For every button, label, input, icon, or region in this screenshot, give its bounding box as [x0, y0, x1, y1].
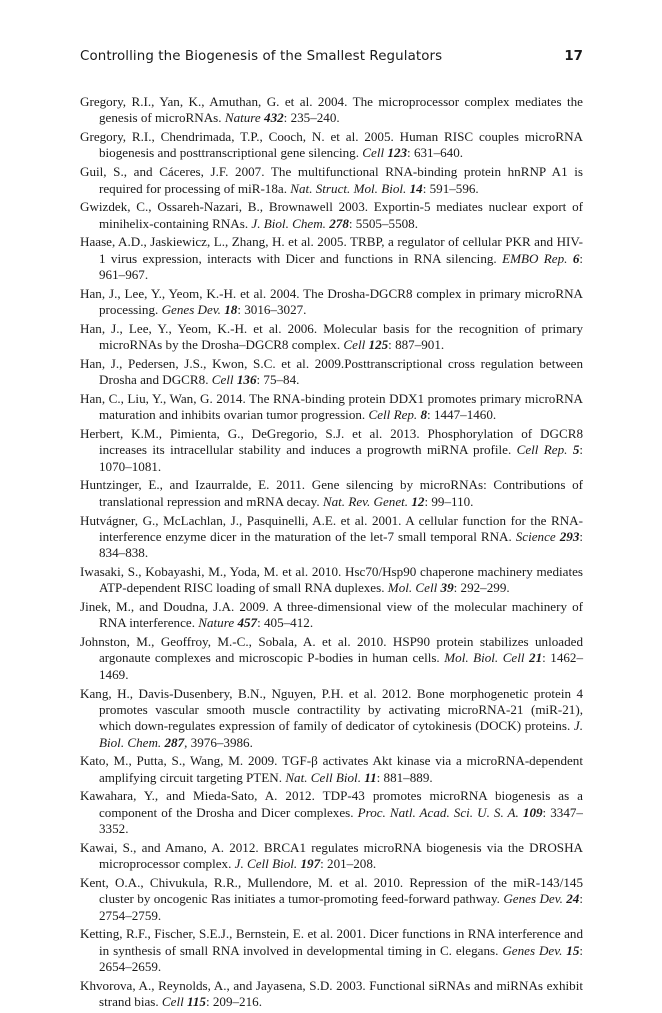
reference-citation-text: Iwasaki, S., Kobayashi, M., Yoda, M. et al. 2010. Hsc70/Hsp90 chaperone machinery mediates ATP-dependent RISC loading of small RNA duplexes.: [80, 563, 583, 596]
running-title: Controlling the Biogenesis of the Smallest Regulators: [80, 49, 443, 64]
reference-volume: 12: [411, 493, 425, 509]
reference-pages: : 834–838.: [99, 528, 583, 561]
reference-pages: : 631–640.: [407, 145, 464, 161]
reference-pages: : 3016–3027.: [237, 302, 307, 318]
reference-citation-text: Haase, A.D., Jaskiewicz, L., Zhang, H. et al. 2005. TRBP, a regulator of cellular PKR and HIV-1 virus expression, interacts with Dicer and functions in RNA silencing.: [80, 234, 583, 266]
reference-volume: 8: [420, 407, 428, 423]
reference-pages: , 3976–3986.: [184, 734, 253, 750]
reference-journal: J. Cell Biol.: [234, 856, 298, 872]
reference-entry: [80, 788, 583, 837]
reference-pages: : 2654–2659.: [99, 942, 583, 974]
reference-citation-text: Huntzinger, E., and Izaurralde, E. 2011. Gene silencing by microRNAs: Contributions of translational repression and mRNA decay.: [80, 477, 583, 509]
reference-entry: [80, 926, 583, 975]
reference-citation-text: Kato, M., Putta, S., Wang, M. 2009. TGF-β activates Akt kinase via a microRNA-dependent amplifying circuit targeting PTEN.: [80, 753, 583, 785]
reference-citation-text: Han, C., Liu, Y., Wan, G. 2014. The RNA-binding protein DDX1 promotes primary microRNA maturation and inhibits ovarian tumor progression.: [80, 390, 583, 423]
reference-volume: 5: [572, 442, 580, 458]
reference-volume: 293: [559, 528, 580, 544]
reference-pages: : 75–84.: [256, 372, 300, 388]
reference-volume: 197: [300, 856, 321, 872]
reference-volume: 136: [236, 372, 257, 388]
reference-citation-text: Khvorova, A., Reynolds, A., and Jayasena, S.D. 2003. Functional siRNAs and miRNAs exhibit strand bias.: [80, 977, 583, 1010]
reference-citation-text: Han, J., Lee, Y., Yeom, K.-H. et al. 2006. Molecular basis for the recognition of primary microRNAs by the Drosha–DGCR8 complex.: [80, 320, 583, 353]
reference-journal: Cell: [211, 372, 234, 388]
page-number: 17: [564, 49, 583, 64]
reference-journal: Nature: [224, 110, 261, 126]
reference-volume: 432: [264, 110, 284, 126]
reference-pages: : 961–967.: [99, 250, 583, 282]
reference-citation-text: Kawai, S., and Amano, A. 2012. BRCA1 regulates microRNA biogenesis via the DROSHA microprocessor complex.: [80, 839, 583, 872]
reference-journal: Nature: [198, 615, 235, 631]
reference-pages: : 881–889.: [376, 769, 433, 785]
reference-entry: [80, 199, 583, 232]
reference-pages: : 887–901.: [388, 337, 445, 353]
reference-journal: Cell: [343, 337, 366, 353]
reference-list: [80, 94, 583, 1013]
reference-pages: : 2754–2759.: [99, 891, 583, 923]
reference-citation-text: Han, J., Lee, Y., Yeom, K.-H. et al. 2004. The Drosha-DGCR8 complex in primary microRNA processing.: [80, 285, 583, 318]
reference-entry: [80, 753, 583, 786]
reference-journal: Proc. Natl. Acad. Sci. U. S. A.: [357, 804, 519, 820]
reference-entry: [80, 426, 583, 475]
reference-citation-text: Guil, S., and Cáceres, J.F. 2007. The multifunctional RNA-binding protein hnRNP A1 is required for processing of miR-18a.: [80, 164, 583, 196]
reference-pages: : 292–299.: [453, 580, 510, 596]
reference-citation-text: Kent, O.A., Chivukula, R.R., Mullendore, M. et al. 2010. Repression of the miR-143/145 cluster by oncogenic Ras initiates a tumor-promoting feed-forward pathway.: [80, 874, 583, 907]
reference-journal: Mol. Cell: [387, 580, 438, 596]
reference-journal: Genes Dev.: [503, 891, 563, 907]
reference-citation-text: Ketting, R.F., Fischer, S.E.J., Bernstein, E. et al. 2001. Dicer functions in RNA interference and in synthesis of small RNA involved in developmental timing in C. elegans.: [80, 926, 583, 958]
reference-entry: [80, 978, 583, 1011]
reference-journal: Genes Dev.: [161, 302, 221, 318]
reference-entry: [80, 477, 583, 510]
reference-entry: [80, 599, 583, 632]
reference-volume: 115: [187, 994, 206, 1010]
reference-citation-text: Han, J., Pedersen, J.S., Kwon, S.C. et al. 2009.Posttranscriptional cross regulation between Drosha and DGCR8.: [80, 355, 583, 388]
reference-pages: : 1462–1469.: [99, 650, 584, 682]
reference-entry: [80, 634, 583, 683]
reference-entry: [80, 321, 583, 354]
reference-journal: Cell Rep.: [368, 407, 418, 423]
reference-pages: : 99–110.: [424, 493, 474, 509]
reference-volume: 6: [572, 250, 580, 266]
reference-pages: : 1447–1460.: [427, 407, 497, 423]
reference-pages: : 3347–3352.: [99, 804, 583, 837]
reference-journal: Science: [515, 528, 556, 544]
reference-volume: 109: [522, 804, 543, 820]
reference-citation-text: Johnston, M., Geoffroy, M.-C., Sobala, A. et al. 2010. HSP90 protein stabilizes unloaded argonaute complexes and microscopic P-bodies in human cells.: [80, 634, 583, 666]
reference-entry: [80, 234, 583, 283]
reference-entry: [80, 356, 583, 389]
reference-volume: 11: [364, 769, 377, 785]
reference-volume: 39: [440, 580, 454, 596]
reference-volume: 18: [224, 302, 238, 318]
reference-citation-text: Hutvágner, G., McLachlan, J., Pasquinelli, A.E. et al. 2001. A cellular function for the RNA-interference enzyme dicer in the maturation of the let-7 small temporal RNA.: [80, 512, 583, 544]
reference-citation-text: Gregory, R.I., Chendrimada, T.P., Cooch, N. et al. 2005. Human RISC couples microRNA biogenesis and posttranscriptional gene silencing.: [80, 129, 583, 161]
reference-entry: [80, 391, 583, 424]
reference-journal: Nat. Rev. Genet.: [322, 493, 409, 509]
reference-entry: [80, 129, 583, 162]
reference-volume: 278: [329, 215, 349, 231]
reference-volume: 24: [566, 891, 580, 907]
reference-citation-text: Kawahara, Y., and Mieda-Sato, A. 2012. TDP-43 promotes microRNA biogenesis as a component of the Drosha and Dicer complexes.: [80, 788, 583, 820]
reference-journal: J. Biol. Chem.: [251, 215, 326, 231]
reference-volume: 287: [164, 734, 185, 750]
reference-entry: [80, 94, 583, 127]
reference-citation-text: Gwizdek, C., Ossareh-Nazari, B., Brownawell 2003. Exportin-5 mediates nuclear export of minihelix-containing RNAs.: [80, 199, 583, 231]
reference-pages: : 209–216.: [205, 994, 262, 1010]
reference-entry: [80, 686, 583, 751]
reference-journal: Nat. Struct. Mol. Biol.: [290, 180, 407, 196]
reference-entry: [80, 164, 583, 197]
reference-pages: : 5505–5508.: [348, 215, 418, 231]
reference-volume: 14: [409, 180, 423, 196]
reference-entry: [80, 840, 583, 873]
reference-journal: Cell Rep.: [516, 442, 568, 458]
reference-citation-text: Kang, H., Davis-Dusenbery, B.N., Nguyen, P.H. et al. 2012. Bone morphogenetic protein 4 promotes vascular smooth muscle contractility by activating microRNA-21 (miR-21), which down-regulates expression of family of dedicator of cytokinesis (DOCK) proteins.: [80, 685, 583, 734]
reference-volume: 457: [237, 615, 258, 631]
reference-citation-text: Gregory, R.I., Yan, K., Amuthan, G. et al. 2004. The microprocessor complex mediates the genesis of microRNAs.: [80, 94, 583, 126]
reference-pages: : 201–208.: [320, 856, 377, 872]
reference-entry: [80, 564, 583, 597]
reference-journal: Genes Dev.: [502, 942, 563, 958]
reference-volume: 21: [529, 650, 543, 666]
reference-journal: Nat. Cell Biol.: [285, 769, 361, 785]
reference-pages: : 1070–1081.: [99, 442, 584, 474]
reference-journal: J. Biol. Chem.: [99, 718, 583, 750]
reference-journal: Cell: [161, 994, 184, 1010]
reference-pages: : 591–596.: [422, 180, 479, 196]
reference-journal: EMBO Rep.: [502, 250, 568, 266]
reference-citation-text: Herbert, K.M., Pimienta, G., DeGregorio, S.J. et al. 2013. Phosphorylation of DGCR8 increases its intracellular stability and induces a progrowth miRNA profile.: [80, 426, 583, 458]
reference-citation-text: Jinek, M., and Doudna, J.A. 2009. A three-dimensional view of the molecular machinery of RNA interference.: [80, 599, 583, 631]
reference-entry: [80, 875, 583, 924]
reference-journal: Mol. Biol. Cell: [444, 650, 525, 666]
running-header: [80, 49, 583, 69]
reference-pages: : 235–240.: [283, 110, 340, 126]
reference-entry: [80, 513, 583, 562]
reference-pages: : 405–412.: [257, 615, 314, 631]
reference-volume: 125: [368, 337, 389, 353]
reference-journal: Cell: [362, 145, 385, 161]
reference-volume: 123: [387, 145, 408, 161]
reference-volume: 15: [566, 942, 580, 958]
reference-entry: [80, 286, 583, 319]
